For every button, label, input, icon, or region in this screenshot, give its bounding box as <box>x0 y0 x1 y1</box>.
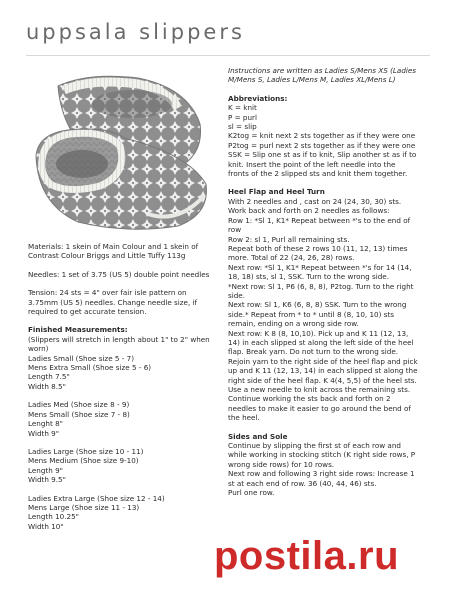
heel-line: With 2 needles and , cast on 24 (24, 30, 30) sts. <box>228 196 402 206</box>
size-line: Width 9.5" <box>28 475 66 485</box>
size-line: Length 7.5" <box>28 372 70 382</box>
left-column <box>28 242 214 531</box>
size-intro <box>228 66 434 85</box>
size-block <box>28 400 214 438</box>
heel-line: Continue working the sts back and forth on 2 <box>228 394 391 404</box>
heel-line: Rejoin yarn to the right side of the heel flap and pick <box>228 356 418 366</box>
heel-line: Row 2: sl 1, Purl all remaining sts. <box>228 234 350 244</box>
materials-line: Contrast Colour Briggs and Little Tuffy 113g <box>28 251 186 261</box>
heel-line: side. <box>228 290 246 300</box>
heel-line: 18, 18) sts, sl 1, SSK. Turn to the wrong side. <box>228 272 389 282</box>
slippers-illustration <box>28 64 210 236</box>
page-title: uppsala slippers <box>26 20 245 44</box>
measurements-heading: Finished Measurements: <box>28 325 128 335</box>
heel-line: Use a new needle to knit across the remaining sts. <box>228 385 411 394</box>
tension-line: 3.75mm (US 5) needles. Change needle size, if <box>28 297 198 307</box>
abbrev-line: knit. Insert the point of the left needle into the <box>228 159 396 169</box>
tension-line: Tension: 24 sts = 4" over fair isle pattern on <box>28 288 187 298</box>
abbreviations <box>228 94 434 179</box>
heel-line: Next row: K 8 (8, 10,10). Pick up and K 11 (12, 13, <box>228 328 409 338</box>
measurements-note: worn) <box>28 344 49 354</box>
abbrev-line: SSK = Slip one st as if to knit, Slip another st as if to <box>228 150 417 160</box>
heel-line: right side of the heel flap. K 4(4, 5,5) of the heel sts. <box>228 375 417 385</box>
size-block <box>28 494 214 532</box>
sides-line: Next row and following 3 right side rows: Increase 1 <box>228 469 415 479</box>
size-line: Mens Extra Small (Shoe size 5 - 6) <box>28 363 152 373</box>
heel-line: 14) in each slipped st along the left side of the heel <box>228 337 414 347</box>
tension-line: required to get accurate tension. <box>28 307 147 317</box>
size-line: Length 9" <box>28 465 63 475</box>
size-line: Mens Small (Shoe size 7 - 8) <box>28 409 130 419</box>
heel-section <box>228 187 434 422</box>
tension <box>28 288 214 316</box>
heel-line: Row 1: *Sl 1, K1* Repeat between *'s to the end of <box>228 215 411 225</box>
abbrev-line: P2tog = purl next 2 sts together as if they were one <box>228 140 416 150</box>
heel-line: row <box>228 225 242 235</box>
heel-line: needles to make it easier to go around the bend of <box>228 403 411 413</box>
abbrev-line: P = purl <box>228 112 257 122</box>
size-line: Width 8.5" <box>28 381 66 391</box>
abbrev-line: K = knit <box>228 103 257 113</box>
size-line: Ladies Small (Shoe size 5 - 7) <box>28 353 135 363</box>
measurements <box>28 325 214 391</box>
size-line: Ladies Extra Large (Shoe size 12 - 14) <box>28 493 165 503</box>
intro-line: Instructions are written as Ladies S/Mens XS (Ladies <box>228 66 417 75</box>
heel-heading: Heel Flap and Heel Turn <box>228 187 325 197</box>
abbrev-line: sl = slip <box>228 122 257 132</box>
heel-line: the heel. <box>228 413 260 423</box>
heel-line: more. Total of 22 (24, 26, 28) rows. <box>228 253 355 263</box>
sides-heading: Sides and Sole <box>228 431 288 441</box>
abbreviations-heading: Abbreviations: <box>228 93 288 103</box>
heel-line: flap. Break yarn. Do not turn to the wrong side. <box>228 347 399 357</box>
sides-line: Purl one row. <box>228 488 275 498</box>
heel-line: Repeat both of these 2 rows 10 (11, 12, 13) times <box>228 243 408 253</box>
size-line: Lenght 8" <box>28 419 63 429</box>
abbrev-line: fronts of the 2 slipped sts and knit them together. <box>228 169 408 179</box>
size-line: Mens Medium (Shoe size 9-10) <box>28 456 139 466</box>
size-line: Mens Large (Shoe size 11 - 13) <box>28 502 140 512</box>
sides-line: Continue by slipping the first st of each row and <box>228 441 401 451</box>
size-line: Ladies Large (Shoe size 10 - 11) <box>28 446 144 456</box>
heel-line: side.* Repeat from * to * until 8 (8, 10, 10) sts <box>228 309 395 319</box>
heel-line: Next row: *Sl 1, K1* Repeat between *'s for 14 (14, <box>228 262 412 272</box>
heel-line: Next row: Sl 1, K6 (6, 8, 8) SSK. Turn to the wrong <box>228 300 407 310</box>
abbrev-line: K2tog = knit next 2 sts together as if they were one <box>228 131 416 141</box>
heel-line: Work back and forth on 2 needles as follows: <box>228 206 390 216</box>
materials <box>28 242 214 261</box>
watermark-logo: postila.ru <box>214 534 400 578</box>
size-line: Length 10.25" <box>28 512 79 522</box>
needles <box>28 270 214 279</box>
intro-line: M/Mens S, Ladies L/Mens M, Ladies XL/Mens L) <box>228 75 396 85</box>
heel-line: up and K 11 (12, 13, 14) in each slipped st along the <box>228 366 418 376</box>
right-column <box>228 66 434 497</box>
size-line: Ladies Med (Shoe size 8 - 9) <box>28 400 130 410</box>
sides-line: wrong side rows) for 10 rows. <box>228 459 335 469</box>
sides-line: st at each end of row. 36 (40, 44, 46) sts. <box>228 478 377 488</box>
size-line: Width 9" <box>28 428 60 438</box>
materials-line: Materials: 1 skein of Main Colour and 1 skein of <box>28 242 199 251</box>
slippers-photo <box>28 64 210 236</box>
sides-section <box>228 432 434 498</box>
size-block <box>28 447 214 485</box>
heel-line: remain, ending on a wrong side row. <box>228 319 359 329</box>
measurements-note: (Slippers will stretch in length about 1" to 2" when <box>28 334 210 344</box>
size-line: Width 10" <box>28 521 64 531</box>
title-divider <box>26 55 430 56</box>
needles-line: Needles: 1 set of 3.75 (US 5) double point needles <box>28 269 210 279</box>
sides-line: while working in stocking stitch (K right side rows, P <box>228 450 416 460</box>
heel-line: *Next row: Sl 1, P6 (6, 8, 8), P2tog. Turn to the right <box>228 281 414 291</box>
